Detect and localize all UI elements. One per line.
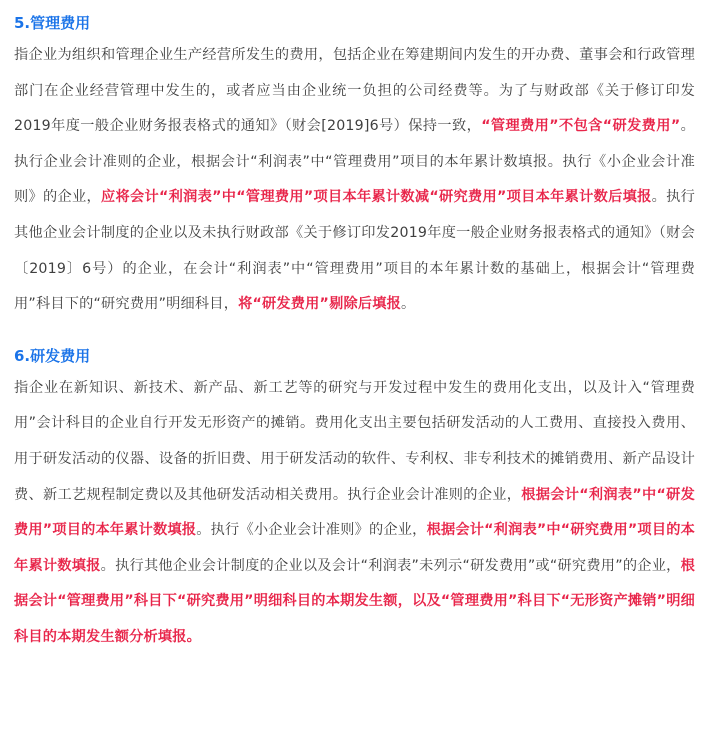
- highlighted-text: 根据会计“利润表”中“研究费用”项目的本年累计数填报: [14, 522, 695, 574]
- highlighted-text: 根据会计“管理费用”科目下“研究费用”明细科目的本期发生额，以及“管理费用”科目下“无形资产摊销”明细科目的本期发生额分析填报。: [14, 557, 696, 645]
- highlighted-text: 根据会计“利润表”中“研发费用”项目的本年累计数填报: [14, 486, 695, 539]
- body-text: 。: [401, 296, 416, 313]
- body-text: 。执行其他企业会计制度的企业以及会计“利润表”未列示“研发费用”或“研究费用”的企业，: [100, 557, 681, 574]
- section-management-expenses: [14, 10, 695, 323]
- section-body: [14, 38, 695, 323]
- body-text: 。执行企业会计准则的企业，根据会计“利润表”中“管理费用”项目的本年累计数填报。执行《小企业会计准则》的企业，: [14, 118, 695, 206]
- section-body: [14, 371, 695, 656]
- section-title: 6.研发费用: [14, 346, 91, 365]
- body-text: 指企业在新知识、新技术、新产品、新工艺等的研究与开发过程中发生的费用化支出，以及计入“管理费用”会计科目的企业自行开发无形资产的摊销。费用化支出主要包括研发活动的人工费用、直接投入费用、用于研发活动的仪器、设备的折旧费、用于研发活动的软件、专利权、非专利技术的摊销费用、新产品设计费、新工艺规程制定费以及其他研发活动相关费用。执行企业会计准则的企业，: [14, 379, 695, 503]
- highlighted-text: “管理费用”不包含“研发费用”: [481, 118, 681, 135]
- body-text: 。执行《小企业会计准则》的企业，: [196, 522, 427, 539]
- highlighted-text: 应将会计“利润表”中“管理费用”项目本年累计数减“研究费用”项目本年累计数后填报: [100, 189, 652, 206]
- body-text: 指企业为组织和管理企业生产经营所发生的费用，包括企业在筹建期间内发生的开办费、董事会和行政管理部门在企业经营管理中发生的，或者应当由企业统一负担的公司经费等。为了与财政部《关于修订印发2019年度一般企业财务报表格式的通知》（财会[2019]6号）保持一致，: [14, 47, 695, 135]
- section-rd-expenses: [14, 343, 695, 656]
- section-title: 5.管理费用: [14, 14, 91, 32]
- highlighted-text: 将“研发费用”剔除后填报: [238, 296, 402, 313]
- body-text: 。执行其他企业会计制度的企业以及未执行财政部《关于修订印发2019年度一般企业财务报表格式的通知》（财会〔2019〕6号）的企业，在会计“利润表”中“管理费用”项目的本年累计数的基础上，根据会计“管理费用”科目下的“研究费用”明细科目，: [14, 189, 696, 313]
- section-divider-space: [14, 323, 695, 343]
